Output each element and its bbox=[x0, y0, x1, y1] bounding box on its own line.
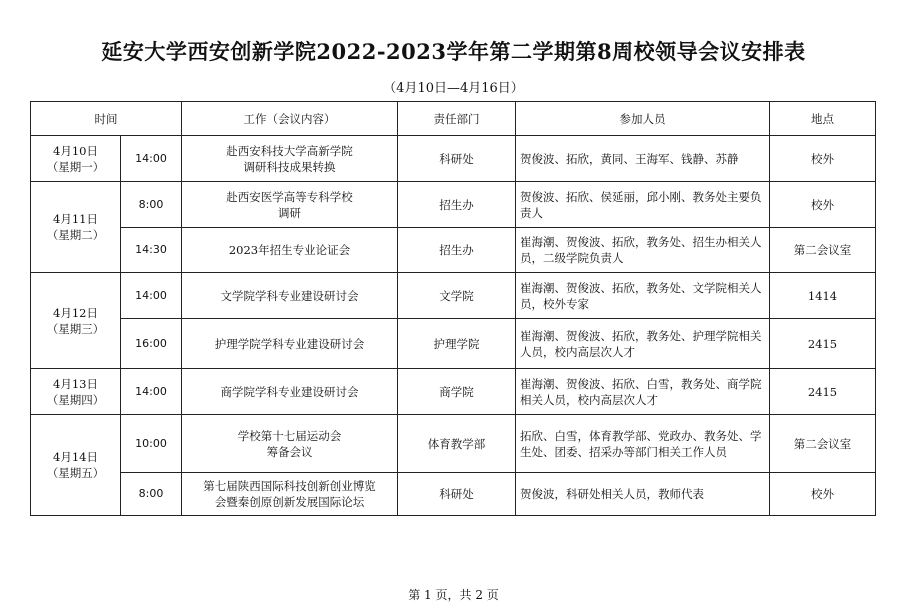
weekday-label: （星期三） bbox=[46, 321, 105, 336]
work-line: 赴西安科技大学高新学院 bbox=[226, 143, 353, 158]
time-cell: 8:00 bbox=[121, 473, 182, 516]
time-cell: 14:00 bbox=[121, 273, 182, 319]
work-cell bbox=[182, 369, 398, 415]
table-row bbox=[31, 182, 876, 228]
dept-cell: 文学院 bbox=[398, 273, 516, 319]
work-line: 文学院学科专业建设研讨会 bbox=[220, 288, 359, 303]
schedule-body bbox=[31, 136, 876, 516]
table-row bbox=[31, 473, 876, 516]
place-cell: 校外 bbox=[770, 182, 876, 228]
table-row bbox=[31, 136, 876, 182]
header-time: 时间 bbox=[31, 102, 182, 136]
work-cell bbox=[182, 136, 398, 182]
time-cell: 14:00 bbox=[121, 369, 182, 415]
work-cell bbox=[182, 319, 398, 369]
work-line: 学校第十七届运动会 bbox=[237, 428, 342, 443]
place-cell: 第二会议室 bbox=[770, 415, 876, 473]
work-cell bbox=[182, 415, 398, 473]
people-cell: 崔海潮、贺俊波、拓欣，教务处、护理学院相关人员，校内高层次人才 bbox=[516, 319, 770, 369]
header-people: 参加人员 bbox=[516, 102, 770, 136]
work-line: 会暨秦创原创新发展国际论坛 bbox=[214, 495, 365, 509]
place-cell: 1414 bbox=[770, 273, 876, 319]
table-row bbox=[31, 273, 876, 319]
date-cell bbox=[31, 273, 121, 369]
time-cell: 14:30 bbox=[121, 228, 182, 273]
header-place: 地点 bbox=[770, 102, 876, 136]
weekday-label: （星期五） bbox=[46, 466, 105, 480]
time-cell: 14:00 bbox=[121, 136, 182, 182]
table-row bbox=[31, 319, 876, 369]
place-cell: 第二会议室 bbox=[770, 228, 876, 273]
time-cell: 16:00 bbox=[121, 319, 182, 369]
date-cell bbox=[31, 182, 121, 273]
work-cell bbox=[182, 273, 398, 319]
people-cell: 拓欣、白雪，体育教学部、党政办、教务处、学生处、团委、招采办等部门相关工作人员 bbox=[516, 415, 770, 473]
work-line: 调研科技成果转换 bbox=[243, 159, 336, 174]
work-line: 护理学院学科专业建设研讨会 bbox=[214, 336, 365, 351]
date-label: 4月11日 bbox=[53, 212, 98, 226]
date-label: 4月13日 bbox=[53, 376, 98, 391]
date-cell bbox=[31, 369, 121, 415]
work-line: 调研 bbox=[278, 205, 301, 220]
weekday-label: （星期四） bbox=[46, 392, 105, 407]
place-cell: 2415 bbox=[770, 319, 876, 369]
place-cell: 校外 bbox=[770, 136, 876, 182]
time-cell: 10:00 bbox=[121, 415, 182, 473]
date-label: 4月14日 bbox=[53, 450, 98, 464]
dept-cell: 科研处 bbox=[398, 136, 516, 182]
people-cell: 贺俊波、拓欣，黄同、王海军、钱静、苏静 bbox=[516, 136, 770, 182]
dept-cell: 护理学院 bbox=[398, 319, 516, 369]
table-row bbox=[31, 228, 876, 273]
work-cell bbox=[182, 473, 398, 516]
work-line: 筹备会议 bbox=[266, 444, 313, 459]
date-range-subtitle: （4月10日—4月16日） bbox=[383, 81, 524, 96]
date-label: 4月10日 bbox=[53, 143, 98, 158]
header-work: 工作（会议内容） bbox=[182, 102, 398, 136]
page-footer: 第 1 页，共 2 页 bbox=[408, 588, 499, 602]
schedule-table bbox=[30, 101, 876, 516]
table-row bbox=[31, 415, 876, 473]
date-cell bbox=[31, 415, 121, 516]
page-title: 延安大学西安创新学院2022-2023学年第二学期第8周校领导会议安排表 bbox=[101, 39, 806, 64]
table-header-row bbox=[31, 102, 876, 136]
work-line: 商学院学科专业建设研讨会 bbox=[220, 384, 359, 399]
work-line: 赴西安医学高等专科学校 bbox=[226, 189, 353, 204]
people-cell: 贺俊波，科研处相关人员，教师代表 bbox=[516, 473, 770, 516]
work-cell bbox=[182, 182, 398, 228]
date-label: 4月12日 bbox=[53, 305, 98, 320]
weekday-label: （星期一） bbox=[46, 159, 105, 174]
dept-cell: 招生办 bbox=[398, 182, 516, 228]
dept-cell: 招生办 bbox=[398, 228, 516, 273]
header-dept: 责任部门 bbox=[398, 102, 516, 136]
people-cell: 贺俊波、拓欣、侯延丽，邱小刚、教务处主要负责人 bbox=[516, 182, 770, 228]
people-cell: 崔海潮、贺俊波、拓欣，教务处、招生办相关人员，二级学院负责人 bbox=[516, 228, 770, 273]
dept-cell: 体育教学部 bbox=[398, 415, 516, 473]
place-cell: 校外 bbox=[770, 473, 876, 516]
table-row bbox=[31, 369, 876, 415]
time-cell: 8:00 bbox=[121, 182, 182, 228]
weekday-label: （星期二） bbox=[46, 228, 105, 242]
work-cell bbox=[182, 228, 398, 273]
work-line: 2023年招生专业论证会 bbox=[228, 243, 351, 257]
place-cell: 2415 bbox=[770, 369, 876, 415]
dept-cell: 商学院 bbox=[398, 369, 516, 415]
people-cell: 崔海潮、贺俊波、拓欣、白雪，教务处、商学院相关人员，校内高层次人才 bbox=[516, 369, 770, 415]
work-line: 第七届陕西国际科技创新创业博览 bbox=[203, 479, 376, 493]
date-cell bbox=[31, 136, 121, 182]
dept-cell: 科研处 bbox=[398, 473, 516, 516]
people-cell: 崔海潮、贺俊波、拓欣，教务处、文学院相关人员，校外专家 bbox=[516, 273, 770, 319]
